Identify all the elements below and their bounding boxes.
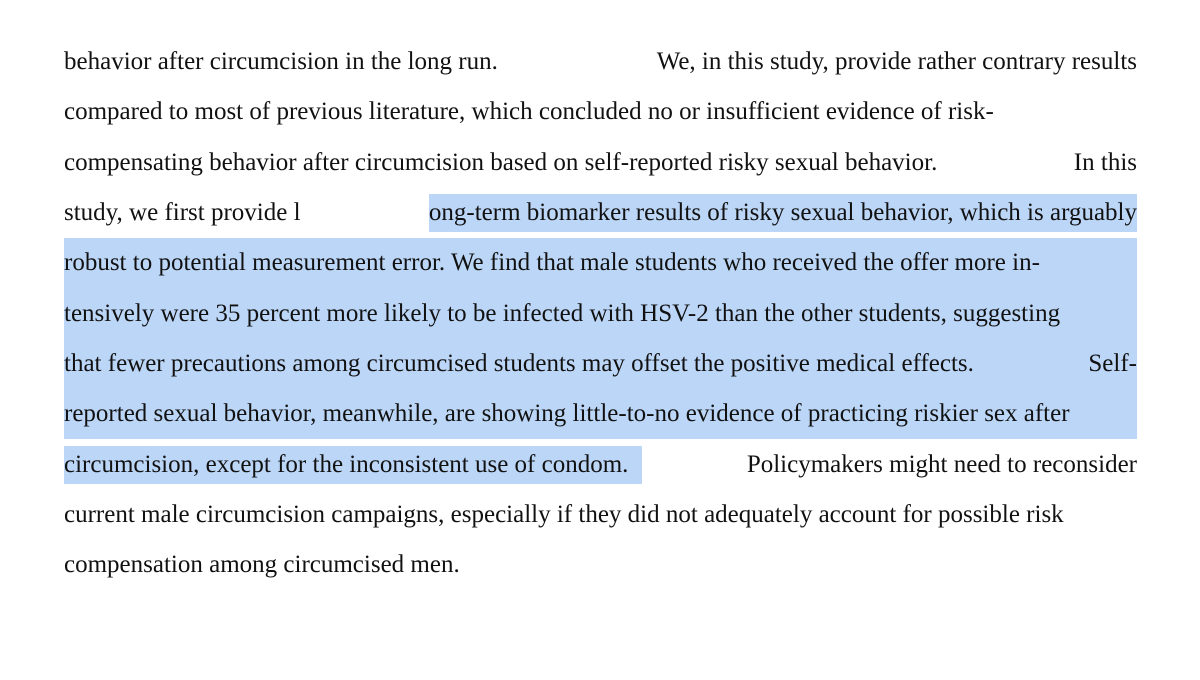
- text-span: compensation among circumcised men.: [64, 551, 460, 579]
- highlighted-line[interactable]: [64, 238, 1137, 288]
- highlighted-text[interactable]: that fewer precautions among circumcised students may offset the positive medical effects.: [64, 349, 974, 377]
- text-line: [64, 439, 1137, 489]
- text-span: compensating behavior after circumcision based on self-reported risky sexual behavior.: [64, 148, 938, 176]
- highlighted-line[interactable]: [64, 389, 1137, 439]
- text-line-last: [64, 540, 1137, 590]
- highlighted-text[interactable]: Self-: [1088, 349, 1137, 377]
- highlighted-text[interactable]: ong-term biomarker results of risky sexual behavior, which is arguably: [429, 194, 1137, 232]
- text-line: [64, 87, 1137, 137]
- text-span: We, in this study, provide rather contrary results: [656, 48, 1137, 76]
- text-span: behavior after circumcision in the long run.: [64, 48, 498, 76]
- text-line: [64, 188, 1137, 238]
- body-paragraph: [64, 37, 1137, 590]
- text-span: Policymakers might need to reconsider: [746, 450, 1137, 478]
- highlighted-text[interactable]: circumcision, except for the inconsistent use of condom.: [64, 446, 642, 484]
- highlighted-line[interactable]: [64, 288, 1137, 338]
- text-span: study, we first provide l: [64, 199, 301, 227]
- highlighted-text[interactable]: reported sexual behavior, meanwhile, are showing little-to-no evidence of practicing riskier sex after: [64, 400, 1070, 428]
- text-line: [64, 138, 1137, 188]
- highlighted-line[interactable]: [64, 339, 1137, 389]
- text-line: [64, 490, 1137, 540]
- text-span: compared to most of previous literature, which concluded no or insufficient evidence of risk-: [64, 98, 994, 126]
- highlighted-text[interactable]: robust to potential measurement error. We find that male students who received the offer more in-: [64, 249, 1040, 277]
- text-span: current male circumcision campaigns, especially if they did not adequately account for possible risk: [64, 500, 1064, 528]
- highlighted-text[interactable]: tensively were 35 percent more likely to be infected with HSV-2 than the other students, suggesting: [64, 299, 1061, 327]
- text-span: In this: [1073, 148, 1137, 176]
- text-line: [64, 37, 1137, 87]
